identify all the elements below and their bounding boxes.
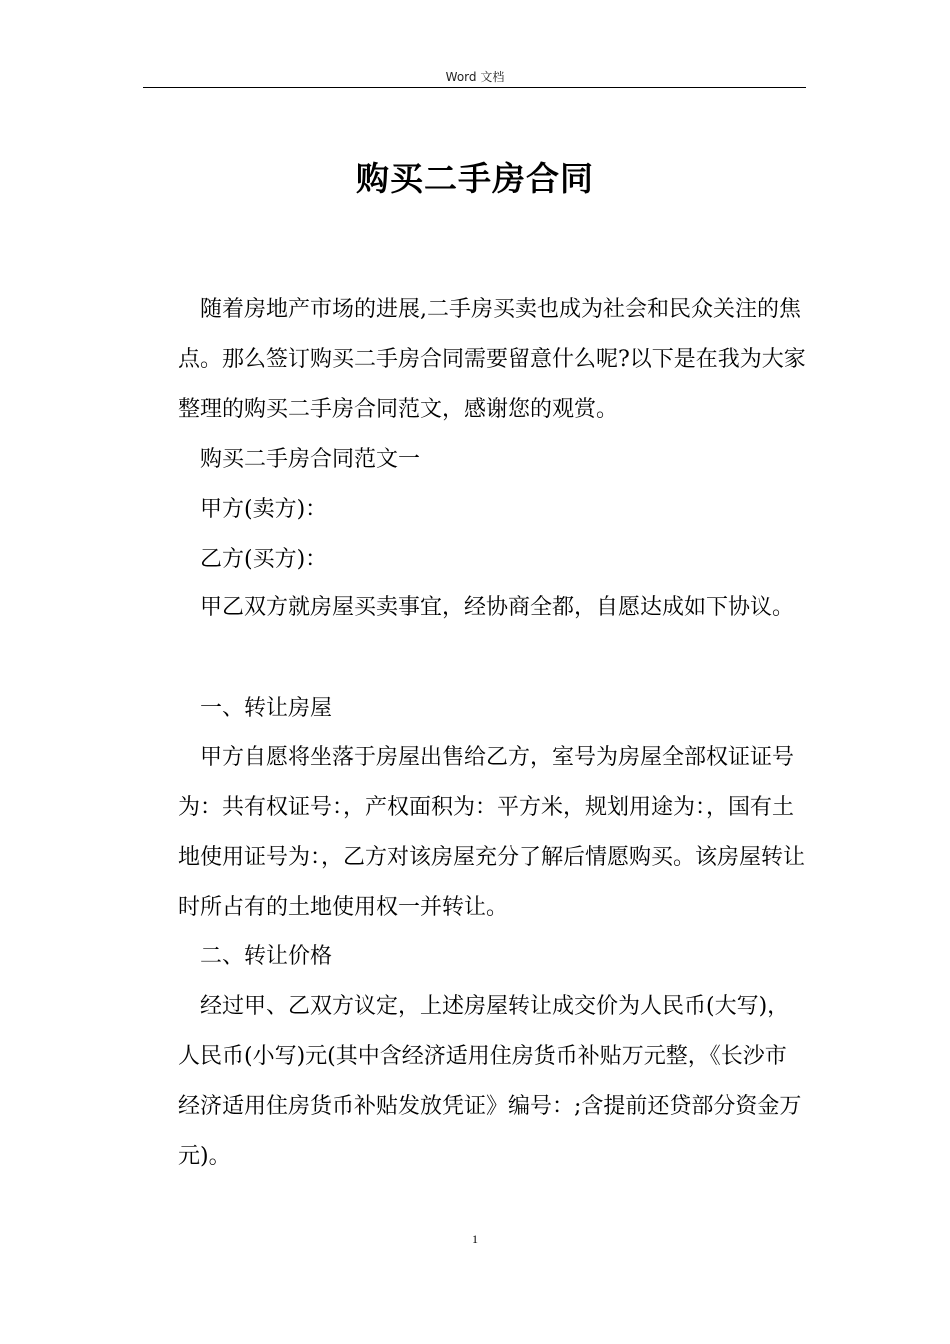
party-b-line: 乙方(买方)： xyxy=(200,547,328,572)
party-a-line: 甲方(卖方)： xyxy=(200,497,328,522)
page-number: 1 xyxy=(472,1232,478,1246)
clause-heading-transfer-house: 一、转让房屋 xyxy=(200,696,333,721)
clause-heading-transfer-price: 二、转让价格 xyxy=(200,944,333,969)
section-heading-sample-one: 购买二手房合同范文一 xyxy=(200,447,421,472)
clause-body-transfer-price: 经过甲、乙双方议定，上述房屋转让成交价为人民币(大写)，人民币(小写)元(其中含经济适用住房货币补贴万元整，《长沙市经济适用住房货币补贴发放凭证》编号：;含提前还贷部分资金万元)。 xyxy=(178,994,802,1169)
header-label: Word 文档 xyxy=(445,70,505,84)
document-title: 购买二手房合同 xyxy=(356,159,594,198)
intro-paragraph: 随着房地产市场的进展,二手房买卖也成为社会和民众关注的焦点。那么签订购买二手房合同需要留意什么呢?以下是在我为大家整理的购买二手房合同范文，感谢您的观赏。 xyxy=(178,297,806,422)
header-divider xyxy=(143,87,806,88)
clause-body-transfer-house: 甲方自愿将坐落于房屋出售给乙方，室号为房屋全部权证证号为：共有权证号：，产权面积为：平方米，规划用途为：，国有土地使用证号为：，乙方对该房屋充分了解后情愿购买。该房屋转让时所占有的土地使用权一并转让。 xyxy=(178,745,806,920)
agreement-statement: 甲乙双方就房屋买卖事宜，经协商全都，自愿达成如下协议。 xyxy=(200,595,795,620)
